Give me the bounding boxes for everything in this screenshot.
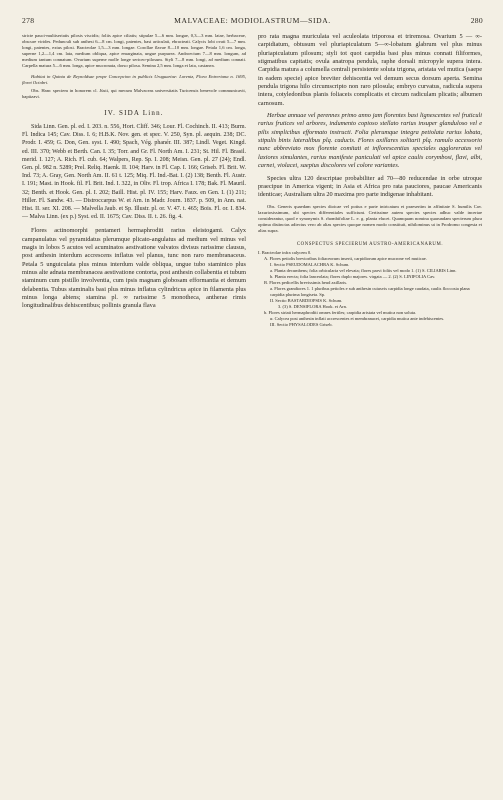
genus-synonymy: Sida Linn. Gen. pl. ed. I. 203. n. 556, Hort. Cliff. 346; Lour. Fl. Cochinch. II. 413; Burm. Fl. Indica 145; Cav. Diss. I. 6; H.B.K. Nov. gen. et spec. V. 250, Syn. pl. aequin. 238; DC. Prodr. I. 459; G. Don, Gen. syst. I. 490; Spach, Vég. phanér. III. 387; Lindl. Veget. Kingd. ed. III. 370; Webb et Berth. Can. I. 35; Torr. and Gr. Fl. North Am. I. 231; St. Hil. Fl. Brasil. merid. I. 127; A. Rich. Fl. cub. 64; Walpers, Rep. Sp. I. 208; Meisn. Gen. pl. 27 (24); Endl. Gen. pl. 982 n. 5289; Prel. Reliq. Haenk. II. 104; Harv. in Fl. Cap. I. 166; Griseb. Fl. Brit. W. Ind. 73; A. Gray, Gen. North Am. II. 61 t. 125; Miq. Fl. Ind.-Bat. I. (2) 138; Benth. Fl. Austr. I. 191; Mast. in Hook. fil. Fl. Brit. Ind. I. 322, in Oliv. Fl. trop. Africa I. 178; Bak. Fl. Mauril. 32; Benth. et Hook. Gen. pl. I. 202; Baill. Hist. pl. IV. 155; Harv. Faux. en Gen. I. (1) 211; Hiller. Fl. Sandw. 43. — Distroccarpus W. et Arn. in Madr. Journ. 1837. p. 509, in Ann. nat. Hist. II. ser. XI. 208. — Malvella Jaub. et Sp. Illustr. pl. or. V. 47. t. 465; Bois. Fl. or. I. 834. — Malva Linn. (ex p.) Syst. ed. II. 1675; Cav. Diss. II. t. 26. fig. 4.: [22, 123, 246, 221]
observation-paragraph-right: Obs. Generis quaedam species dioicae vel potius e parte intricatum et praesertim in affinitate S. humilis Cav. laxuriosissimum, ubi species differentiales sufficiunt. Certissime autem species species adhuc valde incertae considerantur, quod e synonymis S. rhombifoliae L. e. g. planta elucet. Quamquam nomina quarundam specierum plura optima distinctas adiectus vero ab alias species quoque nomen modo constituit, nihilominus ut in Prodromo congesta et alias supra.: [258, 203, 482, 233]
habit-paragraph: Herbae annuae vel perennes primo anno jam florentes basi lignescentes vel fruticuli rarius frutices vel arbores, indumento copioso stellato rarius insuper glanduloso vel e pilis simplicibus efformato instructi. Folia plerumque integra petiolata rarius lobata, stipulis binis lateralibus plq. caducis. Flores axillares solitarii plq. ramulo accessorio nunc abbreviato mox florente comitati et inflorescentias speciales aggloreratas vel laxiores simulantes, rarius manifeste paniculati vel apice caulis corymbosi, flavi, albi, carnei, violacei, saepius discolores vel colore variantes.: [258, 112, 482, 170]
key-entry: A. Flores petiolis brevioribus foliaceorum inserti, carpidiorum apice mucrone vel muticae.: [264, 256, 427, 261]
genus-heading: IV. SIDA Linn.: [104, 108, 164, 117]
left-column: [22, 33, 246, 328]
key-entry: I. Sectio PSEUDOMALACHRA K. Schum.: [270, 262, 350, 267]
key-entry: b. Planta erecta; folia lanceolata; flores duplo majores. virgata — 2. (2) S. LINIFOLIA Cav.: [270, 274, 436, 279]
running-header: [22, 16, 483, 28]
two-column-body: [22, 33, 483, 328]
key-entry: b. Flores striati hermaphroditi omnes fertiles; carpidia aristata vel mutica non soluta.: [264, 310, 417, 315]
habitat-paragraph: Habitat in Quinta de Reynoldsae prope Concepcion in publicis Uruguariae: Lorentz, Flora Entreriana n. 1695, floret Octobri.: [22, 73, 246, 85]
running-title: MALVACEAE: MODIOLASTRUM—SIDA.: [174, 16, 331, 25]
key-entry: a. Planta decumbens; folia orbicularia vel elevata; flores parvi foliis vel modo 1. (1) S. CILIARIS Linn.: [270, 268, 457, 273]
key-entry: a. Flores grandiores 1. 1 pluribus petioles e sub anthesin cuiusvis carpidia longe caudata, caulis floccosia plana carpidia plurima longiseta. Sp.: [270, 286, 470, 297]
key-entry: I. Bracteolae infra calycem 0.: [258, 250, 312, 255]
key-entry: α. Calycea post anthesin inflati accrescentes et membranacei, carpidia mutica ante indehiscentes.: [270, 316, 445, 321]
observation-paragraph: Obs. Hanc speciem in honorem cl. Jüsti, qui mecum Malvaceas universitatis Turicensis benevole communicavit, baptizavi.: [22, 87, 246, 99]
key-entry: II. Sectio BASTARDIOPSIS K. Schum.: [270, 298, 343, 303]
key-entry: 3. (3) S. DENSIFLORA Hook. et Arn.: [278, 304, 348, 309]
key-entry: B. Flores pedicellis brevissimis heud axillaris.: [264, 280, 348, 285]
right-column: [258, 33, 482, 328]
species-key: [258, 250, 482, 328]
distribution-paragraph: Species ultra 120 descriptae probabiliter ad 70—80 reducendae in orbe utroque praecipue in America vigent; in Asia et Africa pro rata pauciores, paucae Americanis identicae; Australiam ultra 20 maxima pro parte indigenae inhabitant.: [258, 174, 482, 199]
page-number-left: 278: [22, 16, 35, 25]
species-description-continued: stricte pauci-multiseriatis pilosis viscidis; foliis apice ciliatis; stipulae 5—6 mm. longae, 0,3—3 mm. latae, herbaceae, obscure virides. Pedunculi sub anthesi 6—8 cm. longi, patentes, basi articulati, ebracteati. Calycis lobi ovati 5—7 mm. longi, patentes, extus pilosi. Bracteolae 1,5—3 mm. longae. Corollae flavae 8—10 mm. longae. Petala 1,6 cm. longa, superne 1,2—1,4 cm. lata, medium obliqua, apice emarginata, ungue purpurea. Androecium 7—8 mm. longum, ad medium tantum connatum. Ovarium superne molle longe sericeo-pilosum. Styli 7—8 mm. longi, ad medium connati. Carpella matura 5—6 mm. longa, apice mucronata, dorso pilosa. Semina 2,5 mm. longa et lata, castanea.: [22, 33, 246, 69]
key-entry: III. Sectio PHYSALODES Griseb.: [270, 322, 333, 327]
page-number-right: 280: [470, 16, 483, 25]
conspectus-heading: CONSPECTUS SPECIERUM AUSTRO-AMERICANARUM.: [296, 242, 444, 247]
genus-description-continued: pro rata magna muriculata vel aculeolata triporosa et triremosa. Ovarium 5 — ∞-carpidiatum, obtusum vel pluriapiculatum 5—∞-lobatum glabrum vel plus minus pluriapiculatum pilosum; styli tot quot carpidia basi plus minus connati filiformes, stigmatibus capitatis; ovula anatropa pendula, raphe dorsali micropyle supera intera. Carpidia matura a columella centrali persistente soluta trigona, aristata vel mutica (saepe in eadem specie) apice breviter dehiscentia vel demum secus dorsum aperta. Semina pendula trigona hilo circumscripto non raro pilosula; embryo curvatus, radicula supera intera, cotyledonibus planis foliaceis complicatis et circum radiculam plicatis; albumen carnosum.: [258, 33, 482, 107]
genus-description: Flores actinomorphi pentameri hermaphroditi rarius eleistogami. Calyx campanulatus vel pyramidatus plerumque plicato-angulatus ad medium vel minus vel magis in lobos 5 acutos vel acuminatos aestivatione valvatos divisus rarissime clausus, post anthesin interdum accrescens inflatus vel planus, tunc non raro membranaceus. Petala 5 unguiculata plus minus interdum valde obliqua, ungue tubo staminico plus minus alte adnata membranacea aestivatione contorta, post anthesin collabentia et tubum staminum cum pistillo involventia, cum ipsis magnam globosam efformantia et demum delabentia. Tubus staminalis basi plus minus inflatus cylindricus apice in filamenta plus minus longa abiens; stamina pl. ∞ rarissime 5 monotheca, antherae rimis longitudinalibus dehiscentibus; pollinis granula flava: [22, 227, 246, 310]
